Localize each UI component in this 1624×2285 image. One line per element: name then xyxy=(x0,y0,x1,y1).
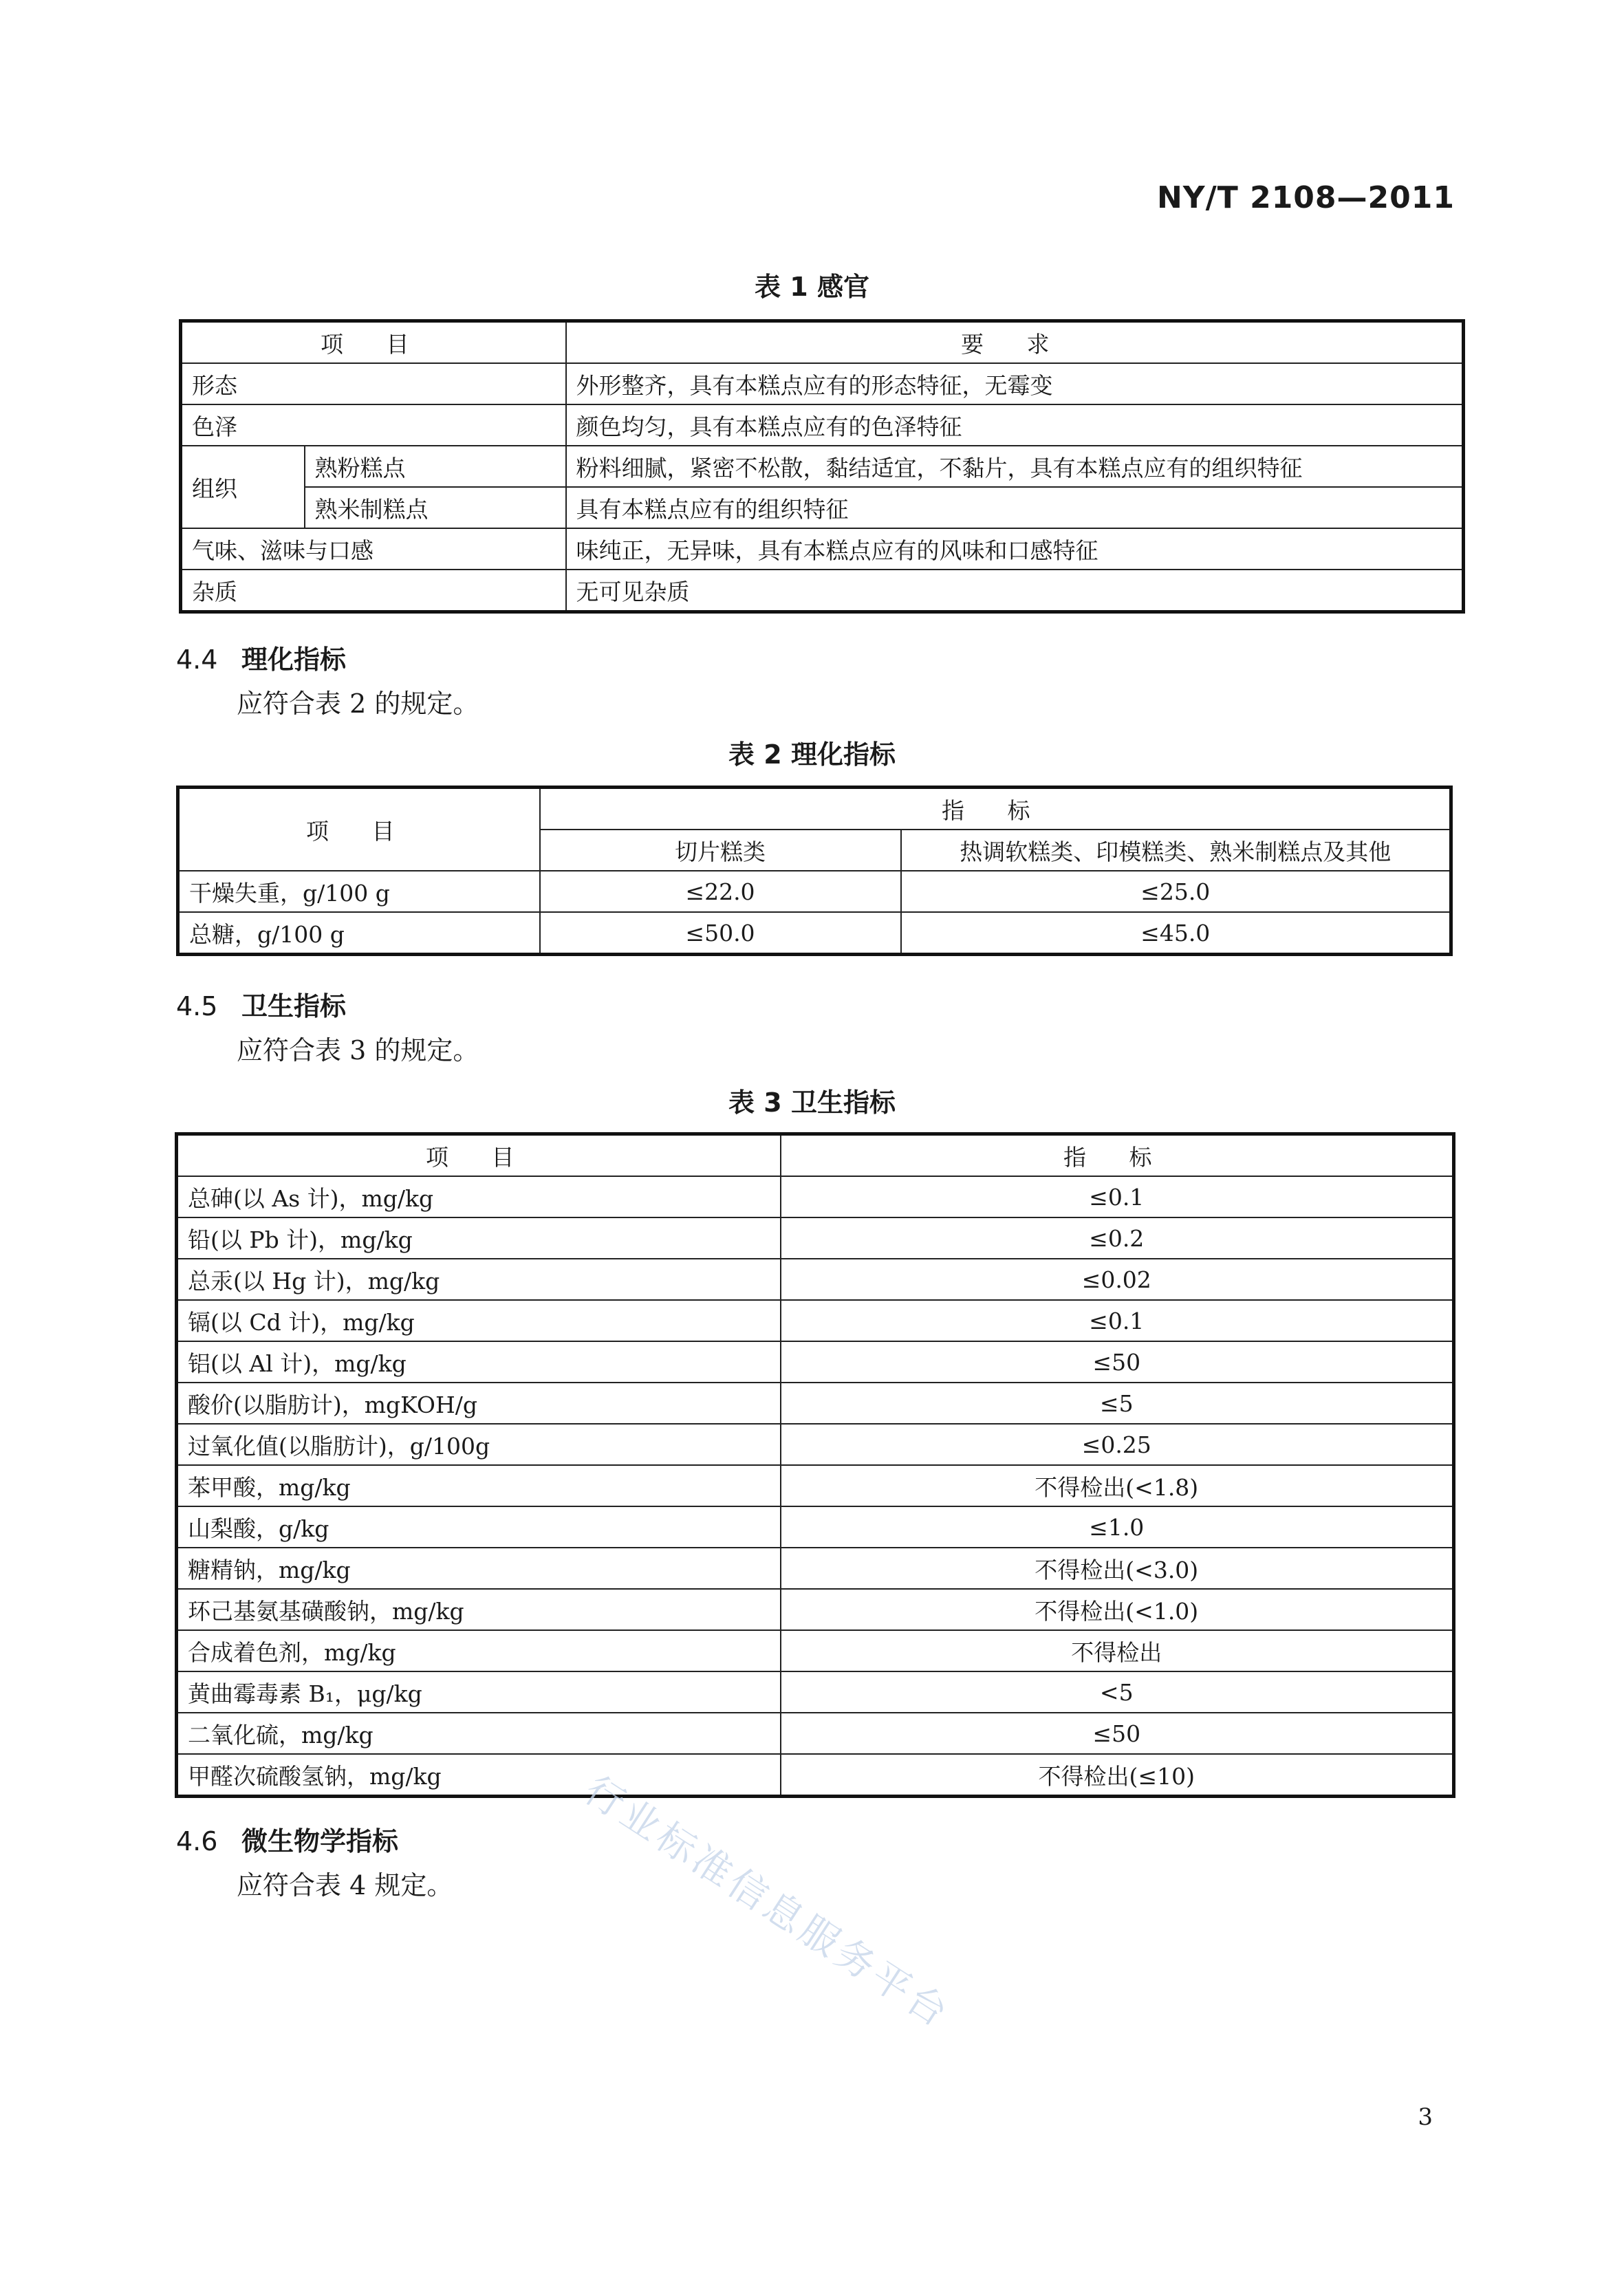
section-title: 卫生指标 xyxy=(241,991,347,1021)
table3-value: <5 xyxy=(781,1671,1454,1713)
table3-item: 过氧化值(以脂肪计)，g/100g xyxy=(177,1424,781,1465)
table-row xyxy=(177,1506,1454,1548)
table2-physicochemical xyxy=(176,786,1453,956)
table1-subitem: 熟粉糕点 xyxy=(305,446,566,487)
table3-item: 黄曲霉毒素 B₁，μg/kg xyxy=(177,1671,781,1713)
table1-header-requirement: 要 求 xyxy=(566,321,1464,364)
table3-value: 不得检出(<1.0) xyxy=(781,1589,1454,1630)
table3-value: ≤50 xyxy=(781,1713,1454,1754)
table3-hygiene xyxy=(175,1132,1455,1798)
table3-header-index: 指 标 xyxy=(781,1134,1454,1177)
table3-item: 总砷(以 As 计)，mg/kg xyxy=(177,1176,781,1217)
section-4-4-text: 应符合表 2 的规定。 xyxy=(237,689,479,719)
table3-value: 不得检出(<1.8) xyxy=(781,1465,1454,1506)
table2-item: 总糖，g/100 g xyxy=(178,912,540,955)
table3-item: 山梨酸，g/kg xyxy=(177,1506,781,1548)
table3-item: 糖精钠，mg/kg xyxy=(177,1548,781,1589)
table-row xyxy=(177,1217,1454,1259)
table2-header-row xyxy=(178,788,1451,830)
table3-item: 铅(以 Pb 计)，mg/kg xyxy=(177,1217,781,1259)
section-4-6-heading xyxy=(176,1820,398,1858)
table-row xyxy=(177,1671,1454,1713)
table1-header-row xyxy=(181,321,1464,364)
table3-item: 苯甲酸，mg/kg xyxy=(177,1465,781,1506)
table3-item: 酸价(以脂肪计)，mgKOH/g xyxy=(177,1383,781,1424)
table-row xyxy=(181,404,1464,446)
table1-group-label: 组织 xyxy=(181,446,305,528)
table2-item: 干燥失重，g/100 g xyxy=(178,871,540,912)
table-row xyxy=(181,487,1464,528)
table-row xyxy=(177,1424,1454,1465)
table3-header-item: 项 目 xyxy=(177,1134,781,1177)
section-4-5-text: 应符合表 3 的规定。 xyxy=(237,1035,479,1065)
table-row xyxy=(177,1341,1454,1383)
table1-item: 杂质 xyxy=(181,570,566,612)
table3-value: ≤0.25 xyxy=(781,1424,1454,1465)
table3-value: ≤0.1 xyxy=(781,1176,1454,1217)
table-row xyxy=(181,446,1464,487)
table3-header-row xyxy=(177,1134,1454,1177)
table3-item: 铝(以 Al 计)，mg/kg xyxy=(177,1341,781,1383)
table-row xyxy=(177,1300,1454,1341)
table1-subitem: 熟米制糕点 xyxy=(305,487,566,528)
table3-value: ≤1.0 xyxy=(781,1506,1454,1548)
table1-item: 色泽 xyxy=(181,404,566,446)
table-row xyxy=(178,871,1451,912)
table1-requirement: 粉料细腻，紧密不松散，黏结适宜，不黏片，具有本糕点应有的组织特征 xyxy=(566,446,1464,487)
table-row xyxy=(177,1465,1454,1506)
section-title: 理化指标 xyxy=(241,645,347,675)
table2-subheader: 切片糕类 xyxy=(540,830,901,871)
table2-header-item: 项 目 xyxy=(178,788,540,871)
table3-value: 不得检出 xyxy=(781,1630,1454,1671)
table3-value: 不得检出(<3.0) xyxy=(781,1548,1454,1589)
page-number: 3 xyxy=(1418,2103,1433,2131)
table3-item: 二氧化硫，mg/kg xyxy=(177,1713,781,1754)
section-number: 4.6 xyxy=(176,1826,218,1856)
table-row xyxy=(177,1630,1454,1671)
table-row xyxy=(177,1259,1454,1300)
table-row xyxy=(177,1383,1454,1424)
table3-value: ≤5 xyxy=(781,1383,1454,1424)
table1-caption: 表 1 感官 xyxy=(755,272,869,302)
table3-value: 不得检出(≤10) xyxy=(781,1754,1454,1797)
table3-value: ≤0.02 xyxy=(781,1259,1454,1300)
table-row xyxy=(181,528,1464,570)
table3-item: 甲醛次硫酸氢钠，mg/kg xyxy=(177,1754,781,1797)
table1-item: 形态 xyxy=(181,363,566,404)
table-row xyxy=(178,912,1451,955)
table2-header-index: 指 标 xyxy=(540,788,1451,830)
table2-subheader: 热调软糕类、印模糕类、熟米制糕点及其他 xyxy=(901,830,1451,871)
table3-value: ≤50 xyxy=(781,1341,1454,1383)
table1-sensory xyxy=(179,319,1465,614)
document-code: NY/T 2108—2011 xyxy=(1156,180,1455,215)
section-4-5-heading xyxy=(176,985,346,1023)
table1-requirement: 颜色均匀，具有本糕点应有的色泽特征 xyxy=(566,404,1464,446)
table-row xyxy=(177,1589,1454,1630)
table3-item: 环己基氨基磺酸钠，mg/kg xyxy=(177,1589,781,1630)
table2-value: ≤50.0 xyxy=(540,912,901,955)
table1-requirement: 无可见杂质 xyxy=(566,570,1464,612)
table2-value: ≤25.0 xyxy=(901,871,1451,912)
table3-value: ≤0.1 xyxy=(781,1300,1454,1341)
table3-item: 合成着色剂，mg/kg xyxy=(177,1630,781,1671)
table1-requirement: 味纯正，无异味，具有本糕点应有的风味和口感特征 xyxy=(566,528,1464,570)
table-row xyxy=(181,570,1464,612)
section-4-4-heading xyxy=(176,638,346,676)
table-row xyxy=(181,363,1464,404)
watermark: 行业标准信息服务平台 xyxy=(576,1768,959,2038)
table3-value: ≤0.2 xyxy=(781,1217,1454,1259)
section-4-6-text: 应符合表 4 规定。 xyxy=(237,1870,453,1900)
table3-item: 镉(以 Cd 计)，mg/kg xyxy=(177,1300,781,1341)
table2-value: ≤22.0 xyxy=(540,871,901,912)
table3-caption: 表 3 卫生指标 xyxy=(728,1087,896,1118)
table2-caption: 表 2 理化指标 xyxy=(728,739,896,770)
table3-item: 总汞(以 Hg 计)，mg/kg xyxy=(177,1259,781,1300)
table1-requirement: 具有本糕点应有的组织特征 xyxy=(566,487,1464,528)
section-title: 微生物学指标 xyxy=(241,1826,399,1856)
table-row xyxy=(177,1713,1454,1754)
table1-header-item: 项 目 xyxy=(181,321,566,364)
table1-requirement: 外形整齐，具有本糕点应有的形态特征，无霉变 xyxy=(566,363,1464,404)
table-row xyxy=(177,1754,1454,1797)
table-row xyxy=(177,1176,1454,1217)
section-number: 4.5 xyxy=(176,991,218,1021)
table-row xyxy=(177,1548,1454,1589)
section-number: 4.4 xyxy=(176,645,218,675)
table1-item: 气味、滋味与口感 xyxy=(181,528,566,570)
table2-value: ≤45.0 xyxy=(901,912,1451,955)
